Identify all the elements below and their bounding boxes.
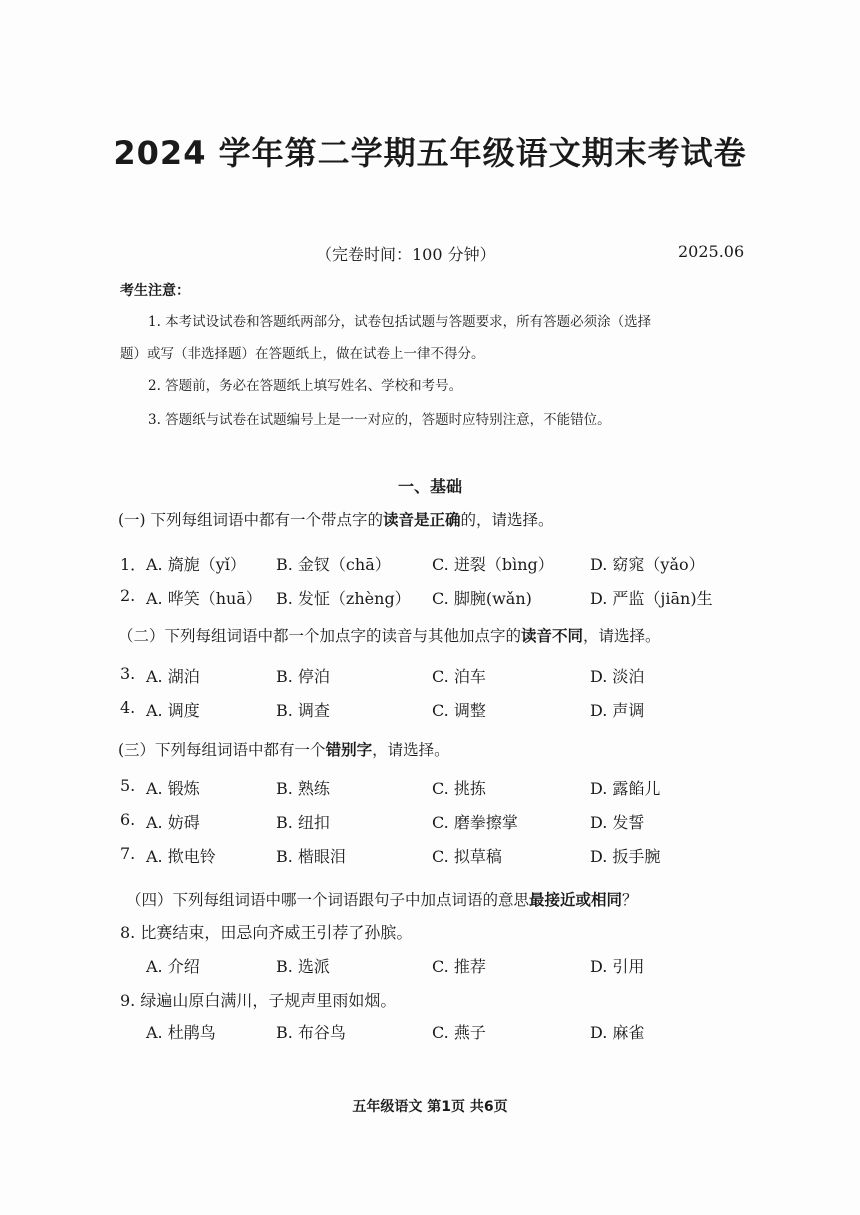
option-b: B. 金钗（chā） xyxy=(276,555,391,574)
option-c: C. 迸裂（bìng） xyxy=(432,555,554,574)
option-d: D. 扳手腕 xyxy=(590,847,661,866)
part2-text: （二）下列每组词语中都一个加点字的读音与其他加点字的 xyxy=(118,627,522,645)
question-1 xyxy=(120,552,820,576)
option-b: B. 停泊 xyxy=(276,667,330,686)
part4-text-end: ？ xyxy=(622,891,638,909)
option-d: D. 发誓 xyxy=(590,813,645,832)
option-a: A. 妨碍 xyxy=(146,813,200,832)
option-b: B. 楷眼泪 xyxy=(276,847,346,866)
notice-item-1-cont: 题）或写（非选择题）在答题纸上，做在试卷上一律不得分。 xyxy=(120,346,485,362)
option-d: D. 淡泊 xyxy=(590,667,645,686)
part3-emphasis: 错别字 xyxy=(325,741,373,759)
part3-text: (三）下列每组词语中都有一个 xyxy=(118,741,326,759)
question-9-stem: 9. 绿遍山原白满川，子规声里雨如烟。 xyxy=(120,991,397,1010)
option-d: D. 露餡儿 xyxy=(590,779,661,798)
notice-item-2: 2. 答题前，务必在答题纸上填写姓名、学校和考号。 xyxy=(148,378,463,394)
option-d: D. 严监（jiān)生 xyxy=(590,589,713,608)
option-d: D. 窈窕（yǎo） xyxy=(590,555,705,574)
part4-text: （四）下列每组词语中哪一个词语跟句子中加点词语的意思 xyxy=(126,891,530,909)
option-b: B. 发怔（zhèng） xyxy=(276,589,411,608)
question-number: 3. xyxy=(120,664,136,683)
question-number: 2. xyxy=(120,586,136,605)
part2-text-end: ，请选择。 xyxy=(583,627,661,645)
page-footer: 五年级语文 第1页 共6页 xyxy=(352,1099,508,1115)
section-basics-title: 一、基础 xyxy=(397,477,462,496)
question-2 xyxy=(120,586,820,610)
question-number: 5. xyxy=(120,776,136,795)
notice-item-1: 1. 本考试设试卷和答题纸两部分，试卷包括试题与答题要求，所有答题必须涂（选择 xyxy=(148,314,652,330)
part1-instruction xyxy=(118,508,554,530)
option-b: B. 选派 xyxy=(276,957,330,976)
option-c: C. 挑拣 xyxy=(432,779,486,798)
option-a: A. 杜鹃鸟 xyxy=(146,1023,216,1042)
question-number: 7. xyxy=(120,844,136,863)
option-c: C. 调整 xyxy=(432,701,486,720)
option-b: B. 调查 xyxy=(276,701,330,720)
part1-text: (一) 下列每组词语中都有一个带点字的 xyxy=(118,511,384,529)
exam-date: 2025.06 xyxy=(678,242,745,261)
question-number: 6. xyxy=(120,810,136,829)
option-a: A. 旖旎（yǐ） xyxy=(146,555,246,574)
option-b: B. 布谷鸟 xyxy=(276,1023,346,1042)
option-b: B. 熟练 xyxy=(276,779,330,798)
part4-emphasis: 最接近或相同 xyxy=(529,891,623,909)
part2-emphasis: 读音不同 xyxy=(521,627,584,645)
exam-title: 2024 学年第二学期五年级语文期末考试卷 xyxy=(113,134,747,172)
question-9-options xyxy=(120,1020,820,1044)
part1-emphasis: 读音是正确 xyxy=(383,511,461,529)
notice-item-3: 3. 答题纸与试卷在试题编号上是一一对应的，答题时应特别注意，不能错位。 xyxy=(148,412,611,428)
option-c: C. 推荐 xyxy=(432,957,486,976)
option-d: D. 引用 xyxy=(590,957,645,976)
question-8-options xyxy=(120,954,820,978)
question-3 xyxy=(120,664,820,688)
question-7 xyxy=(120,844,820,868)
question-number: 4. xyxy=(120,698,136,717)
option-c: C. 拟草稿 xyxy=(432,847,502,866)
question-4 xyxy=(120,698,820,722)
option-a: A. 介绍 xyxy=(146,957,200,976)
question-5 xyxy=(120,776,820,800)
part3-instruction xyxy=(118,738,450,760)
part1-text-end: 的，请选择。 xyxy=(460,511,554,529)
option-c: C. 泊车 xyxy=(432,667,486,686)
question-6 xyxy=(120,810,820,834)
option-c: C. 磨拳擦掌 xyxy=(432,813,518,832)
part3-text-end: ，请选择。 xyxy=(372,741,450,759)
option-a: A. 锻炼 xyxy=(146,779,200,798)
option-a: A. 哗笑（huā） xyxy=(146,589,262,608)
option-a: A. 揿电铃 xyxy=(146,847,216,866)
question-8-stem: 8. 比赛结束，田忌向齐威王引荐了孙膑。 xyxy=(120,923,413,942)
part4-instruction xyxy=(126,888,638,910)
option-c: C. 脚腕(wǎn) xyxy=(432,589,532,608)
exam-duration: （完卷时间：100 分钟） xyxy=(316,245,496,264)
option-a: A. 湖泊 xyxy=(146,667,200,686)
part2-instruction xyxy=(118,624,661,646)
option-a: A. 调度 xyxy=(146,701,200,720)
option-b: B. 纽扣 xyxy=(276,813,330,832)
notice-title: 考生注意： xyxy=(120,283,190,299)
option-c: C. 燕子 xyxy=(432,1023,486,1042)
option-d: D. 麻雀 xyxy=(590,1023,645,1042)
option-d: D. 声调 xyxy=(590,701,645,720)
question-number: 1． xyxy=(120,555,147,574)
